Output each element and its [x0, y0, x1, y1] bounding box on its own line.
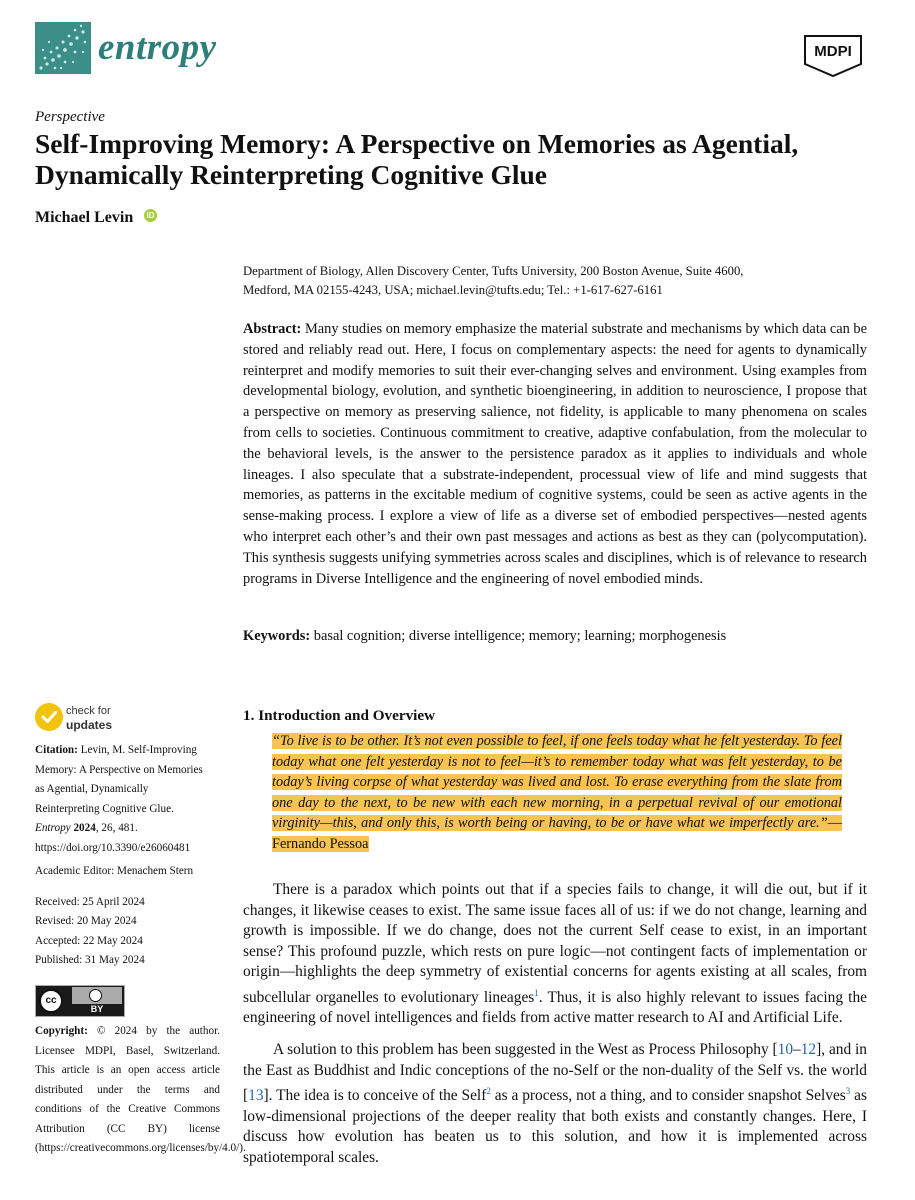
- attribution-person-icon: [89, 989, 102, 1002]
- citation-rest[interactable]: , 26, 481. https://doi.org/10.3390/e26060481: [35, 822, 191, 854]
- cc-attribution-band: [72, 987, 122, 1004]
- accepted-date: Accepted: 22 May 2024: [35, 935, 143, 947]
- cc-badge-text: BY: [90, 1004, 104, 1014]
- author-name[interactable]: Michael Levin: [35, 209, 134, 226]
- p2-text-e: as low-dimensional projections of the deeper reality that both exists and constantly changes. Here, I discuss how evolution has beaten us to this solution, and how it is implemented across spatiotemporal scales.: [243, 1087, 868, 1166]
- abstract-label: Abstract:: [243, 321, 302, 337]
- p2-text-c: ]. The idea is to conceive of the Self: [263, 1087, 487, 1105]
- journal-name: entropy: [98, 27, 217, 68]
- keywords-text: basal cognition; diverse intelligence; memory; learning; morphogenesis: [313, 628, 727, 644]
- check-updates-line-1: check for: [66, 705, 111, 717]
- ref-13[interactable]: 13: [248, 1087, 264, 1105]
- published-date: Published: 31 May 2024: [35, 954, 145, 966]
- epigraph-author: — Fernando Pessoa: [272, 815, 842, 852]
- citation-text: Levin, M. Self-Improving Memory: A Perspective on Memories as Agential, Dynamically Reinterpreting Cognitive Glue.: [35, 744, 203, 815]
- affiliation: [243, 262, 873, 300]
- keywords: [243, 626, 873, 646]
- cc-icon: cc: [39, 989, 63, 1013]
- p2-text-b: ], and in the East as Buddhist and Indic conceptions of the no-Self or the non-duality of the Self vs. the world [: [243, 1041, 867, 1105]
- citation-journal: Entropy: [35, 822, 71, 834]
- orcid-icon[interactable]: iD: [144, 209, 157, 222]
- citation-year: 2024: [73, 822, 96, 834]
- citation-label: Citation:: [35, 744, 78, 756]
- epigraph-quote: [272, 731, 842, 854]
- ref-12[interactable]: 12: [800, 1041, 817, 1058]
- academic-editor: Academic Editor: Menachem Stern: [35, 865, 194, 877]
- copyright-label: Copyright:: [35, 1025, 88, 1037]
- ref-dash: –: [793, 1041, 801, 1058]
- p1-text-b: . Thus, it is also highly relevant to issues facing the engineering of novel intelligences and fields from active matter research to AI and Artificial Life.: [243, 988, 867, 1027]
- check-updates-icon: [35, 703, 63, 731]
- footnote-1[interactable]: 1: [534, 987, 539, 998]
- p2-text-a: A solution to this problem has been suggested in the West as Process Philosophy [: [273, 1041, 778, 1058]
- publisher-name: MDPI: [814, 43, 852, 60]
- body-paragraph-1: [243, 880, 867, 1029]
- epigraph-text: “To live is to be other. It’s not even possible to feel, if one feels today what he felt yesterday. To feel today what one felt yesterday is not to feel—it’s to remember today what was felt yesterday, to be today’s living corpse of what yesterday was lived and lost. To erase everything from the slate from one day to the next, to be new with each new morning, in a perpetual revival of our emotional virginity—this, and only this, is worth being or having, to be or have what we imperfectly are.”: [272, 733, 842, 831]
- footnote-2[interactable]: 2: [486, 1086, 491, 1096]
- body-paragraph-2: [243, 1040, 867, 1168]
- copyright: [35, 1022, 246, 1159]
- affiliation-line-2: Medford, MA 02155-4243, USA; michael.levin@tufts.edu; Tel.: +1-617-627-6161: [243, 283, 663, 297]
- abstract-text: Many studies on memory emphasize the material substrate and mechanisms by which data can be stored and reliably read out. Here, I focus on complementary aspects: the need for agents to dynamically reinterpret and modify memories to suit their ever-changing selves and environment. Using examples from developmental biology, evolution, and synthetic bioengineering, in addition to neuroscience, I propose that a perspective on memory as preserving salience, not fidelity, is applicable to many phenomena on scales from cells to societies. Continuous commitment to creative, adaptive confabulation, from the molecular to the behavioral levels, is the answer to the persistence paradox as it applies to individuals and whole lineages. I also speculate that a substrate-independent, processual view of life and mind suggests that memories, as patterns in the excitable medium of cognitive systems, could be seen as active agents in the sense-making process. I explore a view of life as a diverse set of embodied perspectives—nested agents who interpret each other’s and their own past messages and actions as best as they can (polycomputation). This synthesis suggests unifying symmetries across scales and disciplines, which is of relevance to research programs in Diverse Intelligence and the engineering of novel embodied minds.: [243, 321, 867, 587]
- section-heading: 1. Introduction and Overview: [243, 707, 436, 724]
- footnote-3[interactable]: 3: [845, 1086, 851, 1096]
- p1-text-a: There is a paradox which points out that if a species fails to change, it will die out, but if it changes, it likewise ceases to exist. The same issue faces all of us: if we do not change, learning and growth is impossible. If we do change, does not the current Self cease to exist, in an important sense? This profound puzzle, which rests on pure logic—not contingent facts of implementation or origin—highlights the deep symmetry of existential concerns for agents existing at all scales, from subcellular organelles to evolutionary lineages: [243, 881, 867, 1006]
- affiliation-line-1: Department of Biology, Allen Discovery Center, Tufts University, 200 Boston Avenue, Suite 4600,: [243, 264, 744, 278]
- mdpi-logo: [797, 30, 869, 80]
- cc-by-license-badge[interactable]: [35, 985, 125, 1017]
- ref-10[interactable]: 10: [777, 1041, 794, 1058]
- abstract: [243, 319, 867, 589]
- revised-date: Revised: 20 May 2024: [35, 915, 137, 927]
- copyright-text: © 2024 by the author. Licensee MDPI, Basel, Switzerland. This article is an open access article distributed under the terms and conditions of the Creative Commons Attribution (CC BY) license (https://creativecommons.org/licenses/by/4.0/).: [35, 1025, 246, 1154]
- received-date: Received: 25 April 2024: [35, 896, 145, 908]
- p2-text-d: as a process, not a thing, and to consider snapshot Selves: [490, 1087, 846, 1105]
- article-title: Self-Improving Memory: A Perspective on Memories as Agential, Dynamically Reinterpreting Cognitive Glue: [35, 128, 799, 190]
- article-type: Perspective: [35, 109, 105, 125]
- citation: [35, 741, 207, 858]
- check-for-updates-button[interactable]: [35, 703, 185, 737]
- keywords-label: Keywords:: [243, 628, 311, 644]
- journal-logo-icon: [35, 22, 91, 74]
- check-updates-line-2: updates: [66, 718, 113, 732]
